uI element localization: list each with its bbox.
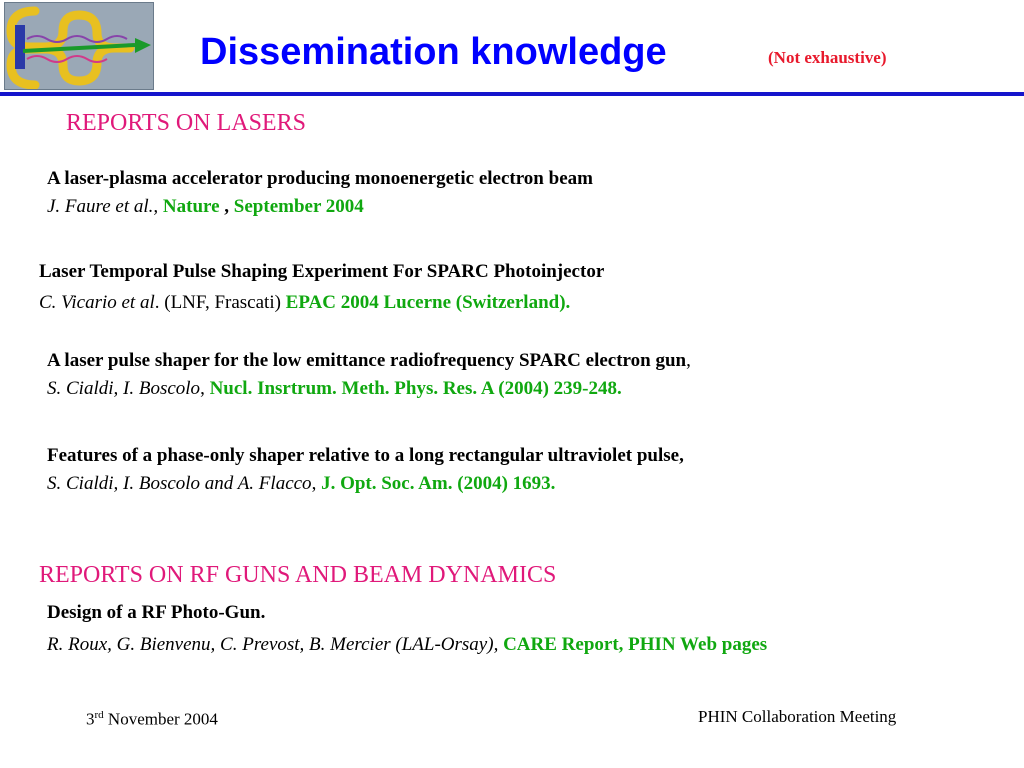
reference-entry bbox=[47, 165, 593, 221]
reference-venue: Nucl. Insrtrum. Meth. Phys. Res. A (2004) 239-248. bbox=[209, 378, 622, 399]
reference-affiliation: . (LNF, Frascati) bbox=[154, 292, 286, 313]
footer-meeting: PHIN Collaboration Meeting bbox=[698, 707, 897, 726]
reference-venue: J. Opt. Soc. Am. (2004) 1693. bbox=[321, 473, 556, 494]
reference-venue: CARE Report, PHIN Web pages bbox=[503, 634, 768, 655]
reference-separator: , bbox=[219, 196, 234, 217]
section-heading-lasers: REPORTS ON LASERS bbox=[66, 110, 306, 136]
phin-logo-icon bbox=[4, 2, 154, 90]
reference-authors: S. Cialdi, I. Boscolo bbox=[47, 378, 201, 399]
header-divider bbox=[0, 92, 1024, 96]
reference-separator: , bbox=[200, 378, 210, 399]
reference-title: Laser Temporal Pulse Shaping Experiment For SPARC Photoinjector bbox=[39, 261, 605, 282]
reference-citation bbox=[47, 631, 767, 659]
footer-date-suffix: rd bbox=[94, 709, 104, 721]
reference-title: Features of a phase-only shaper relative to a long rectangular ultraviolet pulse, bbox=[47, 445, 684, 466]
page-subtitle: (Not exhaustive) bbox=[768, 48, 887, 67]
reference-venue: Nature bbox=[162, 196, 220, 217]
reference-authors: J. Faure et al., bbox=[47, 196, 159, 217]
reference-citation bbox=[47, 375, 691, 403]
reference-title: Design of a RF Photo-Gun. bbox=[47, 602, 266, 623]
footer-date-day: 3 bbox=[86, 709, 95, 729]
reference-title: A laser-plasma accelerator producing monoenergetic electron beam bbox=[47, 168, 593, 189]
footer-date-rest: November 2004 bbox=[103, 709, 218, 729]
reference-authors: S. Cialdi, I. Boscolo and A. Flacco bbox=[47, 473, 312, 494]
reference-title-line bbox=[47, 347, 691, 375]
reference-entry bbox=[39, 258, 604, 317]
reference-citation bbox=[47, 193, 593, 221]
reference-citation bbox=[39, 289, 604, 317]
reference-entry bbox=[47, 442, 684, 498]
section-heading-rf-guns: REPORTS ON RF GUNS AND BEAM DYNAMICS bbox=[39, 562, 557, 588]
reference-authors: C. Vicario et al bbox=[39, 292, 155, 313]
reference-authors: R. Roux, G. Bienvenu, C. Prevost, B. Mercier (LAL-Orsay), bbox=[47, 634, 499, 655]
reference-date: September 2004 bbox=[233, 196, 364, 217]
reference-title: A laser pulse shaper for the low emittance radiofrequency SPARC electron gun bbox=[47, 350, 687, 371]
reference-venue: EPAC 2004 Lucerne (Switzerland). bbox=[285, 292, 571, 313]
footer-date bbox=[86, 709, 218, 730]
reference-citation bbox=[47, 470, 684, 498]
reference-separator: , bbox=[311, 473, 322, 494]
reference-entry bbox=[47, 347, 691, 403]
page-title: Dissemination knowledge bbox=[200, 31, 667, 73]
reference-entry bbox=[47, 599, 767, 659]
reference-separator: , bbox=[686, 350, 691, 371]
